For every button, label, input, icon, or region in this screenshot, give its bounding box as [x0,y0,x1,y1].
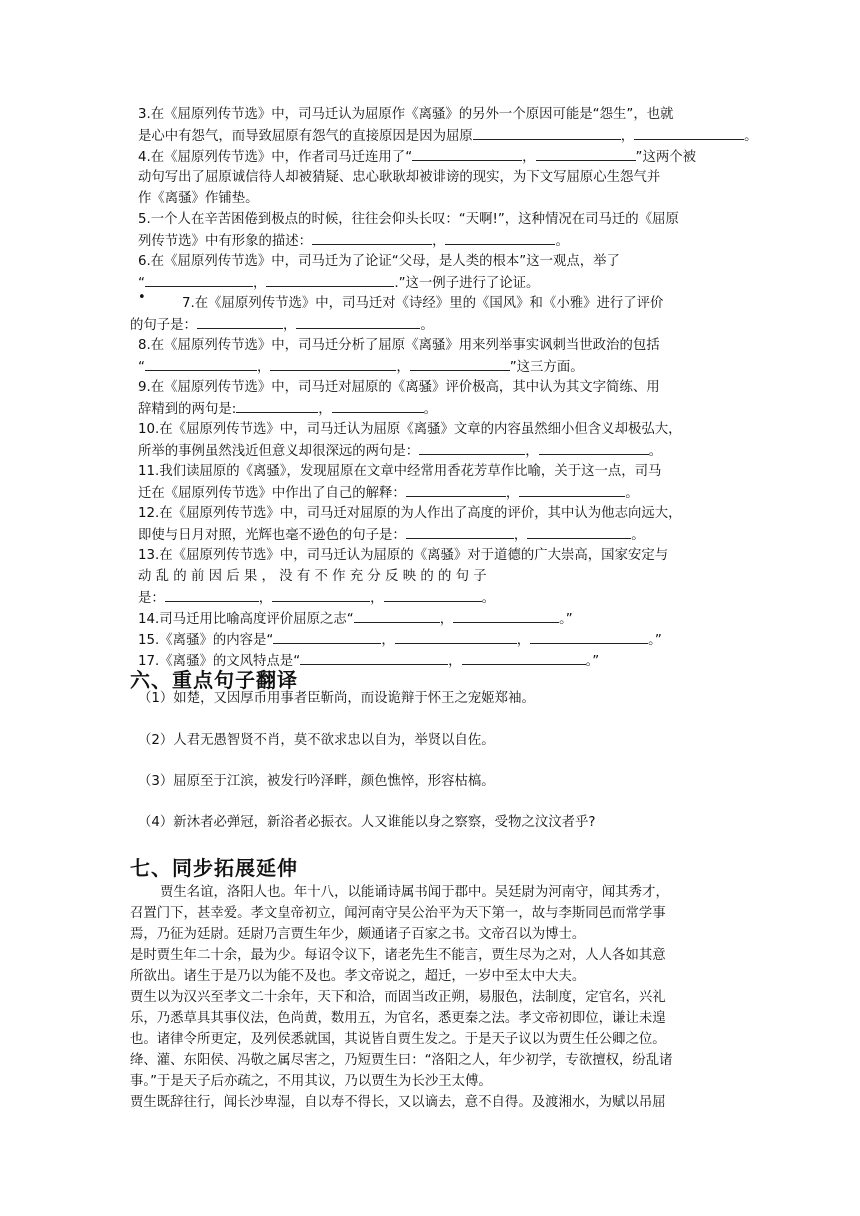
separator: ， [256,360,271,375]
answer-blank[interactable] [527,524,631,539]
answer-blank[interactable] [332,398,424,413]
answer-blank[interactable] [145,356,257,371]
open-quote: “ [138,360,145,375]
question-7-cont [130,314,732,335]
question-15-text: 15.《离骚》的内容是“ [138,633,274,648]
question-4-line-1-end: ”这两个被 [635,150,697,165]
question-3 [138,104,758,146]
answer-blank[interactable] [197,314,283,329]
answer-blank[interactable] [384,587,482,602]
separator: ， [439,612,454,627]
end-mark: 。 [625,486,639,501]
question-6-line-2-end: .”这一例子进行了论证。 [394,276,540,291]
answer-blank[interactable] [445,230,555,245]
answer-blank[interactable] [266,272,394,287]
separator: ， [513,528,528,543]
passage-line: 乐，乃悉草具其事仪法，色尚黄，数用五，为官名，悉更秦之法。孝文帝初即位，谦让未遑 [130,1011,666,1026]
separator: ， [318,402,332,417]
end-mark: 。 [631,528,645,543]
passage-line: 所欲出。诸生于是乃以为能不及也。孝文帝说之，超迁，一岁中至太中大夫。 [130,969,586,984]
separator: ， [370,591,384,606]
answer-blank[interactable] [473,125,621,140]
question-14-text: 14.司马迁用比喻高度评价屈原之志“ [138,612,354,627]
question-13 [138,545,740,608]
separator: ， [448,654,462,669]
translation-item-4: （4）新沐者必弹冠，新浴者必振衣。人又谁能以身之察察，受物之汶汶者乎? [138,815,596,830]
separator: ， [258,591,273,606]
question-4 [138,146,740,209]
question-7-line-2: 的句子是： [130,318,197,333]
reading-passage [130,882,740,1113]
question-4-line-1: 4.在《屈原列传节选》中，作者司马迁连用了“ [138,150,413,165]
answer-blank[interactable] [406,524,514,539]
list-bullet: • [138,290,146,305]
answer-blank[interactable] [145,272,253,287]
translation-item-3: （3）屈原至于江滨，被发行吟泽畔，颜色憔悴，形容枯槁。 [138,774,495,789]
passage-line: 贾生既辞往行，闻长沙卑湿，自以寿不得长，又以谪去，意不自得。及渡湘水，为赋以吊屈 [130,1095,666,1110]
question-10-line-1: 10.在《屈原列传节选》中，司马迁认为屈原《离骚》文章的内容虽然细小但含义却极弘大， [138,422,682,437]
answer-blank[interactable] [270,356,396,371]
answer-blank[interactable] [406,482,506,497]
separator: ， [252,276,267,291]
question-10-line-2: 所举的事例虽然浅近但意义却很深远的两句是： [138,444,420,459]
question-17-text: 17.《离骚》的文风特点是“ [138,654,301,669]
question-12-line-1: 12.在《屈原列传节选》中，司马迁对屈原的为人作出了高度的评价，其中认为他志向远大， [138,506,682,521]
question-11-line-1: 11.我们读屈原的《离骚》，发现屈原在文章中经常用香花芳草作比喻，关于这一点，司马 [138,464,662,479]
question-6 [138,251,740,293]
question-4-line-3: 作《离骚》作铺垫。 [138,191,259,206]
passage-line: 绛、灌、东阳侯、冯敬之属尽害之，乃短贾生曰：“洛阳之人，年少初学，专欲擅权，纷乱诸 [130,1053,673,1068]
passage-line: 是时贾生年二十余，最为少。每诏令议下，诸老先生不能言，贾生尽为之对，人人各如其意 [130,948,666,963]
end-mark: 。 [481,591,495,606]
question-4-line-2: 动句写出了屈原诚信待人却被猜疑、忠心耿耿却被诽谤的现实，为下文写屈原心生怨气并 [138,170,661,185]
answer-blank[interactable] [419,440,525,455]
question-5-line-2: 列传节选》中有形象的描述： [138,234,313,249]
question-6-line-1: 6.在《屈原列传节选》中，司马迁为了论证“父母，是人类的根本”这一观点，举了 [138,254,620,269]
passage-line: 贾生名谊，洛阳人也。年十八，以能诵诗属书闻于郡中。吴廷尉为河南守，闻其秀才， [160,885,669,900]
end-mark: 。” [585,654,600,669]
question-5-line-1: 5.一个人在辛苦困倦到极点的时候，往往会仰头长叹：“天啊!”，这种情况在司马迁的《屈原 [138,212,679,227]
end-mark: 。 [555,234,569,249]
question-3-line-2: 是心中有怨气，而导致屈原有怨气的直接原因是因为屈原 [138,129,473,144]
passage-line: 事。”于是天子后亦疏之，不用其议，乃以贾生为长沙王太傅。 [130,1074,492,1089]
separator: ， [381,633,395,648]
question-11 [138,461,740,503]
answer-blank[interactable] [536,146,636,161]
open-quote: “ [138,276,145,291]
end-mark: 。 [648,444,662,459]
section-6-heading: 六、重点句子翻译 [130,668,298,692]
separator: ， [396,360,410,375]
separator: ， [432,234,446,249]
answer-blank[interactable] [272,587,370,602]
question-8-line-2-end: ”这三方面。 [509,360,584,375]
separator: ， [525,444,539,459]
end-mark: 。 [744,129,758,144]
answer-blank[interactable] [539,440,649,455]
question-11-line-2: 迁在《屈原列传节选》中作出了自己的解释： [138,486,406,501]
question-8-line-1: 8.在《屈原列传节选》中，司马迁分析了屈原《离骚》用来列举事实讽刺当世政治的包括 [138,338,660,353]
end-mark: 。 [423,402,438,417]
question-5 [138,209,740,251]
answer-blank[interactable] [165,587,259,602]
section-7-heading: 七、同步拓展延伸 [130,856,298,880]
question-7 [182,293,742,314]
separator: ， [522,150,536,165]
separator: ， [282,318,297,333]
answer-blank[interactable] [462,650,586,665]
answer-blank[interactable] [410,356,510,371]
passage-line: 贾生以为汉兴至孝文二十余年，天下和洽，而固当改正朔，易服色，法制度，定官名，兴礼 [130,990,666,1005]
answer-blank[interactable] [530,629,648,644]
question-7-line-1: 7.在《屈原列传节选》中，司马迁对《诗经》里的《国风》和《小雅》进行了评价 [182,296,664,311]
question-12 [138,503,740,545]
answer-blank[interactable] [519,482,625,497]
answer-blank[interactable] [296,314,420,329]
question-10 [138,419,740,461]
question-12-line-2: 即使与日月对照，光辉也毫不逊色的句子是： [138,528,406,543]
question-8 [138,335,740,377]
passage-line: 召置门下，甚幸爱。孝文皇帝初立，闻河南守吴公治平为天下第一，故与李斯同邑而常学事 [130,906,666,921]
answer-blank[interactable] [453,608,559,623]
answer-blank[interactable] [395,629,517,644]
answer-blank[interactable] [412,146,522,161]
end-mark: 。” [559,612,573,627]
passage-line: 焉，乃征为廷尉。廷尉乃言贾生年少，颇通诸子百家之书。文帝召以为博士。 [130,927,586,942]
answer-blank[interactable] [634,125,744,140]
passage-line: 也。诸律令所更定，及列侯悉就国，其说皆自贾生发之。于是天子议以为贾生任公卿之位。 [130,1032,666,1047]
answer-blank[interactable] [312,230,432,245]
answer-blank[interactable] [236,398,318,413]
question-9-line-2: 辞精到的两句是: [138,402,237,417]
question-13-line-2: 动 乱 的 前 因 后 果 ， 没 有 不 作 充 分 反 映 的 的 句 子 [138,569,487,584]
question-15 [138,629,740,650]
end-mark: 。” [648,633,662,648]
question-14 [138,608,740,629]
separator: ， [620,129,635,144]
question-3-line-1: 3.在《屈原列传节选》中，司马迁认为屈原作《离骚》的另外一个原因可能是“怨生”，也就 [138,107,674,122]
question-13-line-3: 是： [138,591,165,606]
answer-blank[interactable] [300,650,448,665]
end-mark: 。 [420,318,434,333]
separator: ， [516,633,531,648]
answer-blank[interactable] [273,629,381,644]
translation-item-1: （1）如楚，又因厚币用事者臣靳尚，而设诡辩于怀王之宠姬郑袖。 [138,691,535,706]
answer-blank[interactable] [354,608,440,623]
translation-item-2: （2）人君无愚智贤不肖，莫不欲求忠以自为，举贤以自佐。 [138,733,495,748]
question-13-line-1: 13.在《屈原列传节选》中，司马迁认为屈原的《离骚》对于道德的广大崇高，国家安定与 [138,548,669,563]
separator: ， [505,486,520,501]
question-9-line-1: 9.在《屈原列传节选》中，司马迁对屈原的《离骚》评价极高，其中认为其文字简练、用 [138,380,660,395]
question-9 [138,377,740,419]
